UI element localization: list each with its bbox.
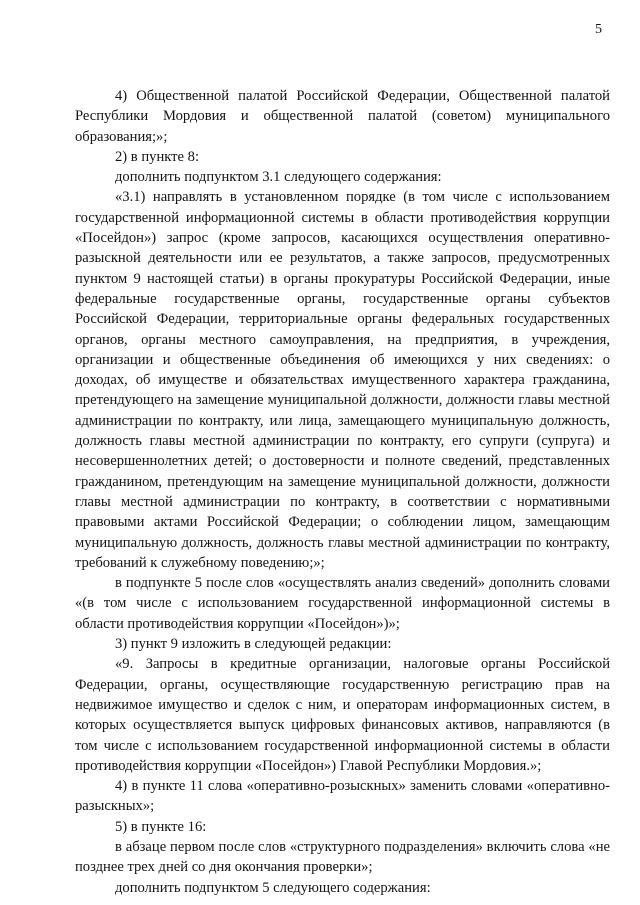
paragraph-item-4-punkt-11: 4) в пункте 11 слова «оперативно-розыскных» заменить словами «оперативно-разыскных»; xyxy=(75,778,610,815)
document-body xyxy=(75,86,610,898)
paragraph-item-5-punkt-16: 5) в пункте 16: xyxy=(115,818,207,835)
paragraph-subpoint-3-1-text: «3.1) направлять в установленном порядке (в том числе с использованием государственной информационной системы в области противодействия коррупции «Посейдон») запрос (кроме запросов, касающихся осуществления оперативно-разыскной деятельности или ее результатов, а также запросов, предусмотренных пунктом 9 настоящей статьи) в органы прокуратуры Российской Федерации, иные федеральные государственные органы, государственные органы субъектов Российской Федерации, территориальные органы федеральных государственных органов, органы местного самоуправления, на предприятия, в учреждения, организации и общественные объединения об имеющихся у них сведениях: о доходах, об имуществе и обязательствах имущественного характера гражданина, претендующего на замещение муниципальной должности, должности главы местной администрации по контракту, или лица, замещающего муниципальную должность, должность главы местной администрации по контракту, его супруги (супруга) и несовершеннолетних детей; о достоверности и полноте сведений, представленных гражданином, претендующим на замещение муниципальной должности, должности главы местной администрации по контракту, в соответствии с нормативными правовыми актами Российской Федерации; о соблюдении лицом, замещающим муниципальную должность, должность главы местной администрации по контракту, требований к служебному поведению;»; xyxy=(75,189,610,571)
paragraph-add-subpoint-3-1: дополнить подпунктом 3.1 следующего содержания: xyxy=(115,169,442,186)
paragraph-item-3-punkt-9: 3) пункт 9 изложить в следующей редакции: xyxy=(115,636,392,653)
paragraph-punkt-9-text: «9. Запросы в кредитные организации, налоговые органы Российской Федерации, органы, осуществляющие государственную регистрацию прав на недвижимое имущество и сделок с ним, и операторам информационных систем, в которых осуществляется выпуск цифровых финансовых активов, направляются (в том числе с использованием государственной информационной системы в области противодействия коррупции «Посейдон») Главой Республики Мордовия.»; xyxy=(75,656,610,774)
paragraph-first-abzac-amendment: в абзаце первом после слов «структурного подразделения» включить слова «не позднее трех дней со дня окончания проверки»; xyxy=(75,838,610,876)
paragraph-subpoint-5-amendment: в подпункте 5 после слов «осуществлять анализ сведений» дополнить словами «(в том числе с использованием государственной информационной системы в области противодействия коррупции «Посейдон»)»; xyxy=(75,575,610,632)
page-number: 5 xyxy=(595,22,602,37)
paragraph-add-subpoint-5: дополнить подпунктом 5 следующего содержания: xyxy=(115,879,431,896)
paragraph-item-4-palaty: 4) Общественной палатой Российской Федерации, Общественной палатой Республики Мордовия и общественной палатой (советом) муниципального образования;»; xyxy=(75,88,610,145)
paragraph-item-2-punkt-8: 2) в пункте 8: xyxy=(115,148,200,165)
